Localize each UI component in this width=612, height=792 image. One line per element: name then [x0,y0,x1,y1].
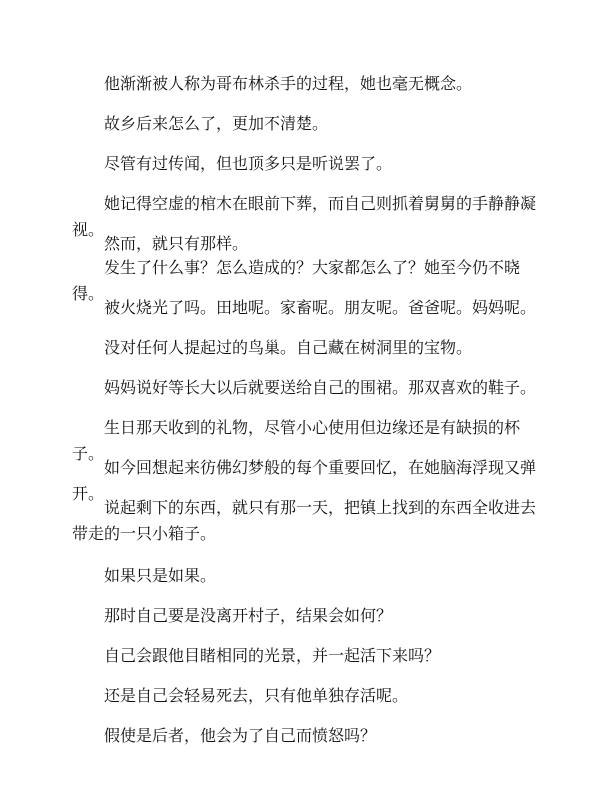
paragraph-11: 如今回想起来彷佛幻梦般的每个重要回忆，在她脑海浮现又弹开。 [72,458,537,503]
paragraph-1: 他渐渐被人称为哥布林杀手的过程，她也毫无概念。 [104,74,473,93]
paragraph-8: 没对任何人提起过的鸟巢。自己藏在树洞里的宝物。 [104,338,473,357]
paragraph-16: 还是自己会轻易死去，只有他单独存活呢。 [104,686,409,705]
paragraph-7: 被火烧光了吗。田地呢。家畜呢。朋友呢。爸爸呢。妈妈呢。 [104,298,537,317]
paragraph-3: 尽管有过传闻，但也顶多只是听说罢了。 [104,154,393,173]
paragraph-14: 那时自己要是没离开村子，结果会如何？ [104,606,393,625]
paragraph-4: 她记得空虚的棺木在眼前下葬，而自己则抓着舅舅的手静静凝视。 [72,194,537,239]
paragraph-5: 然而，就只有那样。 [104,234,249,253]
paragraph-12: 说起剩下的东西，就只有那一天，把镇上找到的东西全收进去带走的一只小箱子。 [72,498,537,543]
paragraph-2: 故乡后来怎么了，更加不清楚。 [104,114,329,133]
paragraph-9: 妈妈说好等长大以后就要送给自己的围裙。那双喜欢的鞋子。 [104,378,537,397]
paragraph-17: 假使是后者，他会为了自己而愤怒吗？ [104,726,377,745]
paragraph-13: 如果只是如果。 [104,566,217,585]
paragraph-6: 发生了什么事？怎么造成的？大家都怎么了？她至今仍不晓得。 [72,258,521,303]
paragraph-15: 自己会跟他目睹相同的光景，并一起活下来吗？ [104,646,441,665]
paragraph-10: 生日那天收到的礼物，尽管小心使用但边缘还是有缺损的杯子。 [72,418,521,463]
